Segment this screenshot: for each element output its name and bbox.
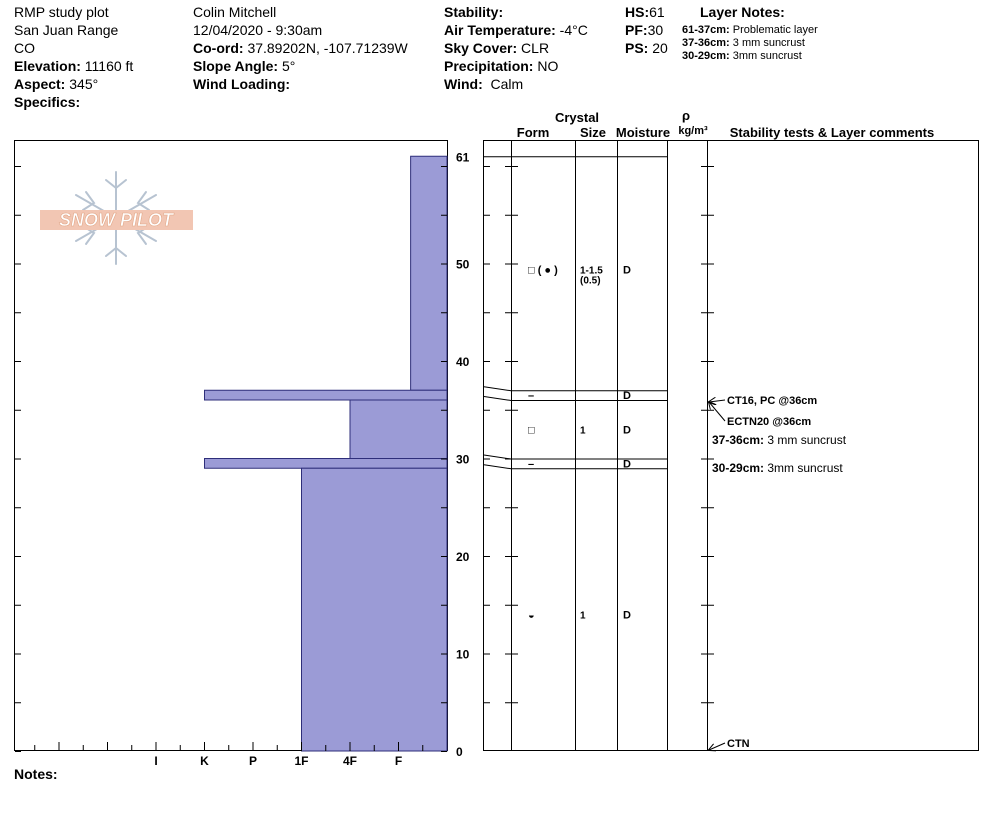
grain-size-sub: (0.5) [580, 275, 601, 287]
stability-tests [709, 395, 847, 750]
layer-connector [484, 387, 511, 391]
layer-comment-range: 37-36cm: [712, 433, 768, 447]
hs-label: HS: [625, 4, 650, 20]
layer-comment [712, 461, 843, 475]
stability-test: CTN [727, 738, 750, 750]
precip-value: NO [537, 58, 559, 74]
depth-tick-label: 10 [456, 647, 470, 662]
logo-text: SNOW PILOT [59, 210, 173, 230]
hardness-tick-label: P [248, 754, 258, 768]
stability-label: Stability: [444, 4, 504, 20]
snowpilot-logo [40, 172, 193, 264]
depth-tick-label: 50 [456, 257, 470, 272]
layer-notes-title: Layer Notes: [700, 4, 785, 20]
grain-form: – [528, 390, 535, 403]
hardness-bar [411, 156, 447, 390]
air-temp-label: Air Temperature: [444, 22, 556, 38]
depth-tick-label: 20 [456, 550, 470, 564]
hardness-bars [205, 156, 448, 751]
hardness-bar [302, 468, 448, 751]
layer-note-text: Problematic layer [732, 24, 818, 36]
sky-value: CLR [521, 40, 550, 56]
ps-label: PS: [625, 40, 649, 56]
density-unit-header: kg/m³ [678, 125, 708, 137]
layer-note-text: 3mm suncrust [732, 50, 802, 62]
moisture-value: D [623, 424, 631, 437]
specifics-label: Specifics: [14, 94, 81, 110]
hardness-tick-label: 4F [342, 754, 358, 768]
layer-note-text: 3 mm suncrust [732, 37, 805, 49]
moisture-value: D [623, 609, 631, 622]
location-name: RMP study plot [14, 4, 109, 20]
crystal-header: Crystal [554, 110, 600, 125]
comments-header: Stability tests & Layer comments [729, 125, 935, 140]
state-name: CO [14, 40, 35, 56]
hardness-tick-label: K [200, 754, 209, 768]
grain-form: – [528, 458, 535, 471]
layer-comment-text: 3mm suncrust [767, 461, 843, 475]
moisture-header: Moisture [615, 125, 671, 140]
layer-note-range: 30-29cm: [682, 50, 730, 62]
grain-size: 1 [580, 425, 586, 437]
hardness-tick-label: 1F [294, 754, 309, 768]
observation-datetime: 12/04/2020 - 9:30am [193, 22, 323, 38]
air-temp-value: -4°C [559, 22, 588, 38]
moisture-value: D [623, 458, 631, 471]
form-header: Form [516, 125, 550, 140]
layer-connector [484, 455, 511, 459]
slope-label: Slope Angle: [193, 58, 279, 74]
hardness-tick-label: I [154, 754, 158, 768]
aspect-value: 345° [69, 76, 99, 92]
layer-comment-range: 30-29cm: [712, 461, 768, 475]
layer-note-range: 61-37cm: [682, 24, 730, 36]
layer-note-range: 37-36cm: [682, 37, 730, 49]
stability-test: ECTN20 @36cm [727, 416, 812, 428]
depth-tick-label: 30 [456, 452, 470, 467]
layer-comment-text: 3 mm suncrust [767, 433, 847, 447]
ps-value: 20 [652, 40, 668, 56]
hardness-bar [205, 459, 448, 469]
observer-name: Colin Mitchell [193, 4, 277, 20]
aspect-label: Aspect: [14, 76, 66, 92]
depth-tick-label: 40 [456, 355, 470, 369]
hardness-bar [350, 400, 447, 459]
hs-value: 61 [649, 4, 665, 20]
coord-label: Co-ord: [193, 40, 244, 56]
moisture-value: D [623, 390, 631, 403]
stability-test: CT16, PC @36cm [727, 395, 818, 407]
size-header: Size [579, 125, 607, 140]
slope-value: 5° [281, 58, 296, 74]
elevation-value: 11160 ft [84, 58, 134, 74]
rho-header: ρ [681, 108, 691, 123]
depth-tick-label: 61 [456, 150, 470, 165]
pf-value: 30 [647, 22, 664, 38]
layer-comment [712, 433, 847, 447]
depth-tick-label: 0 [456, 745, 463, 759]
layer-connector [484, 397, 511, 401]
moisture-value: D [623, 264, 631, 277]
grain-form: □ ( ● ) [528, 264, 558, 277]
precip-label: Precipitation: [444, 58, 534, 74]
grain-form: ◒ [528, 609, 535, 622]
layer-connector [484, 465, 511, 469]
grain-size: 1 [580, 610, 586, 622]
test-arrow [709, 743, 725, 750]
grain-form: □ [528, 424, 535, 437]
hardness-tick-label: F [394, 754, 403, 768]
test-arrow [709, 400, 725, 402]
wind-loading-label: Wind Loading: [193, 76, 291, 92]
pf-label: PF: [625, 22, 648, 38]
coord-value: 37.89202N, -107.71239W [247, 40, 408, 56]
wind-label: Wind: [444, 76, 483, 92]
wind-value: Calm [490, 76, 524, 92]
table-depth-ticks [484, 167, 714, 703]
grain-size: 1-1.5 [580, 265, 603, 277]
sky-label: Sky Cover: [444, 40, 518, 56]
range-name: San Juan Range [14, 22, 119, 38]
notes-label: Notes: [14, 766, 58, 782]
elevation-label: Elevation: [14, 58, 81, 74]
hardness-bar [205, 390, 448, 400]
test-arrow [709, 402, 725, 421]
